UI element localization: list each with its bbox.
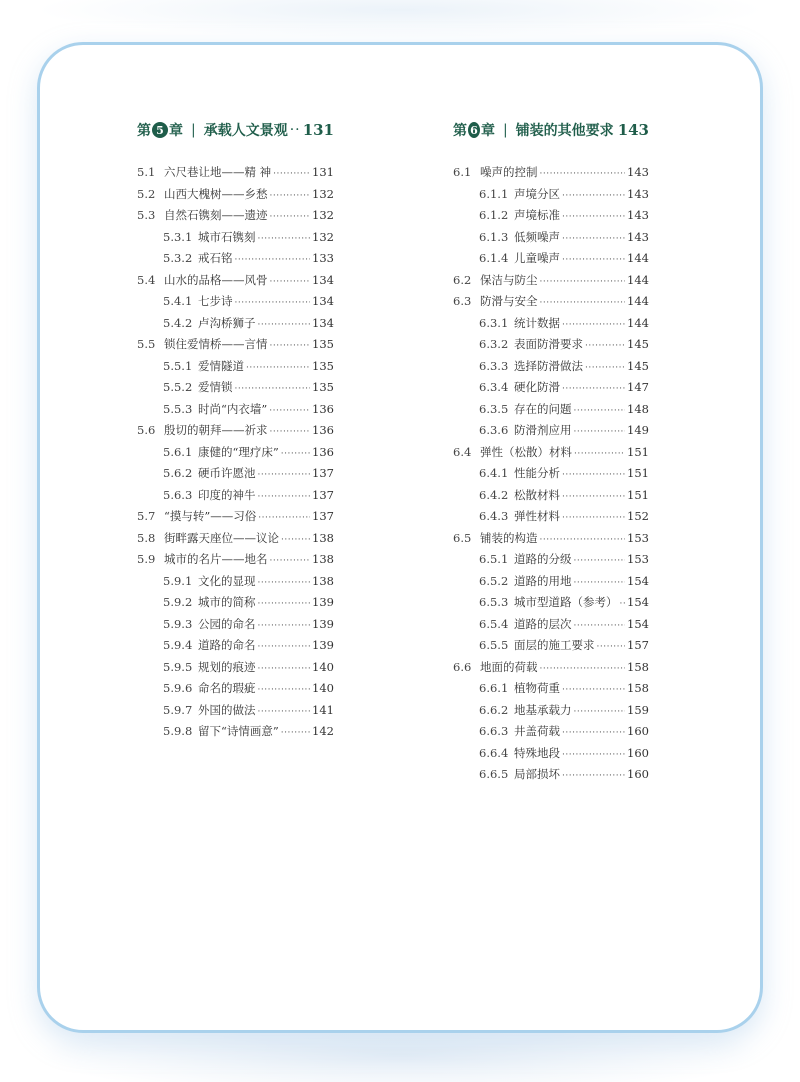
dot-leader — [620, 594, 626, 616]
toc-subsection-entry[interactable] — [163, 721, 334, 743]
section-number: 5.9.2 — [163, 595, 193, 609]
page-number: 154 — [627, 595, 649, 609]
toc-subsection-entry[interactable] — [163, 377, 334, 399]
section-number: 5.3.2 — [163, 251, 193, 265]
section-number: 5.6.2 — [163, 466, 193, 480]
section-number: 6.5.4 — [479, 616, 509, 631]
page-number: 148 — [627, 401, 649, 416]
page-number: 139 — [312, 638, 334, 652]
section-number: 5.9.1 — [163, 573, 193, 588]
toc-section-entry[interactable] — [137, 270, 334, 292]
toc-subsection-entry[interactable] — [163, 700, 334, 722]
toc-section-entry[interactable] — [137, 205, 334, 227]
section-number: 5.3 — [137, 208, 156, 222]
section-title: 声境标准 — [514, 208, 560, 222]
toc-subsection-entry[interactable] — [163, 442, 334, 464]
toc-section-entry[interactable] — [137, 334, 334, 356]
section-number: 6.3.4 — [479, 380, 509, 394]
section-number: 6.1.2 — [479, 208, 509, 222]
section-number: 5.4.1 — [163, 294, 193, 308]
section-title: 表面防滑要求 — [514, 337, 583, 351]
section-number: 6.6.5 — [479, 767, 509, 781]
section-number: 5.4 — [137, 272, 156, 287]
section-title: 六尺巷让地——精 神 — [164, 165, 272, 179]
section-number: 5.6.3 — [163, 487, 193, 502]
dot-leader — [258, 702, 311, 724]
toc-subsection-entry[interactable] — [479, 721, 649, 743]
section-title: 植物荷重 — [514, 681, 560, 695]
section-number: 6.4 — [453, 444, 472, 459]
dot-leader — [290, 122, 301, 138]
section-title: 街畔露天座位——议论 — [164, 530, 279, 545]
toc-subsection-entry[interactable] — [479, 420, 649, 442]
page-number: 135 — [312, 337, 334, 351]
toc-subsection-entry[interactable] — [479, 399, 649, 421]
section-title: 保洁与防尘 — [480, 272, 538, 287]
dot-leader — [574, 573, 626, 595]
page-number: 143 — [627, 186, 649, 201]
page-number: 138 — [312, 530, 334, 545]
page-number: 154 — [627, 573, 649, 588]
page-number: 134 — [312, 272, 334, 287]
section-title: 低频噪声 — [514, 229, 560, 244]
section-number: 5.9.5 — [163, 659, 193, 674]
page-number: 139 — [312, 616, 334, 631]
chapter-title: 铺装的其他要求 — [515, 123, 614, 139]
section-title: 统计数据 — [514, 315, 560, 330]
section-title: 文化的显现 — [198, 573, 256, 588]
section-title: 弹性材料 — [514, 509, 560, 523]
section-number: 5.3.1 — [163, 229, 193, 244]
section-number: 5.7 — [137, 509, 156, 523]
page-number: 136 — [312, 401, 334, 416]
section-number: 6.3.5 — [479, 401, 509, 416]
page-number: 143 — [627, 229, 649, 244]
page-number: 160 — [627, 745, 649, 760]
section-title: 留下“诗情画意” — [198, 724, 279, 738]
page-number: 151 — [627, 487, 649, 502]
dot-leader — [585, 336, 625, 358]
toc-subsection-entry[interactable] — [479, 356, 649, 378]
toc-section-entry[interactable] — [453, 442, 649, 464]
page-number: 143 — [627, 165, 649, 179]
page-number: 135 — [312, 358, 334, 373]
dot-leader — [258, 465, 311, 487]
toc-section-entry[interactable] — [137, 549, 334, 571]
toc-subsection-entry[interactable] — [163, 399, 334, 421]
section-number: 6.1.1 — [479, 186, 509, 201]
toc-subsection-entry[interactable] — [163, 678, 334, 700]
section-number: 5.2 — [137, 186, 156, 201]
section-title: 印度的神牛 — [198, 487, 256, 502]
section-title: 殷切的朝拜——祈求 — [164, 423, 268, 437]
dot-leader — [258, 487, 311, 509]
dot-leader — [540, 659, 626, 681]
section-title: 戒石铭 — [198, 251, 233, 265]
chapter-separator: | — [502, 122, 508, 138]
toc-subsection-entry[interactable] — [479, 313, 649, 335]
chapter-number-badge: 5 — [152, 122, 168, 138]
page-number: 142 — [312, 724, 334, 738]
dot-leader — [269, 401, 310, 423]
section-title: 爱情锁 — [198, 380, 233, 394]
section-title: 性能分析 — [514, 466, 560, 480]
section-number: 5.1 — [137, 165, 156, 179]
section-number: 6.4.2 — [479, 487, 509, 502]
page-number: 151 — [627, 466, 649, 480]
section-title: 道路的命名 — [198, 638, 256, 652]
section-title: 铺装的构造 — [480, 530, 538, 545]
section-number: 6.1.4 — [479, 251, 509, 265]
section-title: 局部损坏 — [514, 767, 560, 781]
toc-subsection-entry[interactable] — [479, 205, 649, 227]
page-number: 160 — [627, 767, 649, 781]
section-title: 道路的分级 — [514, 552, 572, 566]
dot-leader — [258, 573, 311, 595]
dot-leader — [270, 336, 311, 358]
page-number: 159 — [627, 702, 649, 717]
dot-leader — [574, 444, 625, 466]
section-title: 命名的瑕疵 — [198, 681, 256, 695]
section-title: 山西大槐树——乡愁 — [164, 186, 268, 201]
dot-leader — [562, 745, 625, 767]
section-title: 卢沟桥狮子 — [198, 315, 256, 330]
toc-subsection-entry[interactable] — [479, 700, 649, 722]
toc-section-entry[interactable] — [453, 162, 649, 184]
dot-leader — [585, 358, 625, 380]
dot-leader — [258, 659, 311, 681]
page-number: 132 — [312, 208, 334, 222]
page-number: 157 — [627, 638, 649, 652]
toc-section-entry[interactable] — [453, 270, 649, 292]
dot-leader — [562, 186, 625, 208]
page-number: 133 — [312, 251, 334, 265]
page-number: 145 — [627, 337, 649, 351]
toc-section-entry[interactable] — [453, 291, 649, 313]
section-number: 6.3.1 — [479, 315, 509, 330]
toc-subsection-entry[interactable] — [479, 227, 649, 249]
dot-leader — [574, 702, 626, 724]
page-number: 158 — [627, 681, 649, 695]
page-number: 138 — [312, 552, 334, 566]
dot-leader — [562, 680, 625, 702]
section-title: 硬币许愿池 — [198, 466, 256, 480]
toc-column-chapter-6 — [453, 116, 649, 786]
section-title: 康健的“理疗床” — [198, 444, 279, 459]
page-number: 147 — [627, 380, 649, 394]
section-title: 七步诗 — [198, 294, 233, 308]
dot-leader — [574, 616, 626, 638]
page-number: 144 — [627, 272, 649, 287]
toc-subsection-entry[interactable] — [163, 571, 334, 593]
page-number: 138 — [312, 573, 334, 588]
page-number: 151 — [627, 444, 649, 459]
toc-entry-list — [453, 162, 649, 786]
toc-subsection-entry[interactable] — [479, 635, 649, 657]
section-number: 6.1 — [453, 165, 472, 179]
section-title: 爱情隧道 — [198, 358, 244, 373]
dot-leader — [562, 229, 625, 251]
dot-leader — [270, 207, 311, 229]
toc-entry-list — [137, 162, 334, 743]
page-number: 149 — [627, 423, 649, 437]
section-number: 6.4.3 — [479, 509, 509, 523]
page-number: 136 — [312, 444, 334, 459]
dot-leader — [562, 508, 625, 530]
section-title: 松散材料 — [514, 487, 560, 502]
chapter-suffix: 章 — [169, 123, 183, 139]
section-title: 特殊地段 — [514, 745, 560, 760]
toc-subsection-entry[interactable] — [479, 184, 649, 206]
page-number: 131 — [312, 165, 334, 179]
page-number: 158 — [627, 659, 649, 674]
section-number: 5.9.3 — [163, 616, 193, 631]
section-number: 6.2 — [453, 272, 472, 287]
page-number: 143 — [627, 208, 649, 222]
dot-leader — [562, 487, 625, 509]
page-number: 144 — [627, 251, 649, 265]
page-number: 145 — [627, 358, 649, 373]
toc-subsection-entry[interactable] — [479, 614, 649, 636]
chapter-page: 131 — [302, 121, 334, 139]
section-number: 5.6 — [137, 423, 156, 437]
section-number: 5.9.7 — [163, 702, 193, 717]
section-title: 选择防滑做法 — [514, 358, 583, 373]
toc-subsection-entry[interactable] — [479, 248, 649, 270]
section-number: 6.6.3 — [479, 724, 509, 738]
page-number: 132 — [312, 186, 334, 201]
page-number: 144 — [627, 315, 649, 330]
page-number: 140 — [312, 659, 334, 674]
section-number: 5.8 — [137, 530, 156, 545]
dot-leader — [281, 444, 310, 466]
toc-subsection-entry[interactable] — [163, 614, 334, 636]
dot-leader — [562, 766, 625, 788]
toc-subsection-entry[interactable] — [163, 313, 334, 335]
dot-leader — [281, 723, 310, 745]
section-number: 5.9.4 — [163, 638, 193, 652]
page-number: 153 — [627, 552, 649, 566]
toc-subsection-entry[interactable] — [163, 657, 334, 679]
dot-leader — [281, 530, 310, 552]
toc-subsection-entry[interactable] — [479, 549, 649, 571]
page-number: 153 — [627, 530, 649, 545]
page-number: 141 — [312, 702, 334, 717]
dot-leader — [574, 551, 626, 573]
dot-leader — [540, 530, 626, 552]
section-title: 存在的问题 — [514, 401, 572, 416]
section-number: 6.6 — [453, 659, 472, 674]
section-number: 5.9.8 — [163, 724, 193, 738]
chapter-suffix: 章 — [480, 123, 495, 139]
section-title: 声境分区 — [514, 186, 560, 201]
section-title: 井盖荷载 — [514, 724, 560, 738]
dot-leader — [540, 293, 626, 315]
toc-section-entry[interactable] — [137, 506, 334, 528]
section-title: 城市型道路（参考） — [514, 595, 618, 609]
toc-section-entry[interactable] — [137, 184, 334, 206]
page-number: 160 — [627, 724, 649, 738]
section-title: 弹性（松散）材料 — [480, 444, 572, 459]
dot-leader — [574, 401, 626, 423]
chapter-prefix: 第 — [137, 123, 151, 139]
toc-column-chapter-5 — [137, 116, 334, 743]
toc-subsection-entry[interactable] — [479, 592, 649, 614]
section-title: 道路的用地 — [514, 573, 572, 588]
toc-subsection-entry[interactable] — [479, 334, 649, 356]
page-number: 137 — [312, 487, 334, 502]
section-title: 地基承载力 — [514, 702, 572, 717]
section-title: 城市的名片——地名 — [164, 552, 268, 566]
dot-leader — [258, 594, 311, 616]
toc-subsection-entry[interactable] — [163, 291, 334, 313]
dot-leader — [562, 465, 625, 487]
section-title: 儿童噪声 — [514, 251, 560, 265]
dot-leader — [562, 250, 625, 272]
section-number: 6.3.6 — [479, 423, 509, 437]
chapter-heading[interactable] — [453, 116, 649, 144]
toc-subsection-entry[interactable] — [479, 485, 649, 507]
section-title: 山水的品格——风骨 — [164, 272, 268, 287]
page-number: 137 — [312, 466, 334, 480]
section-number: 6.6.1 — [479, 681, 509, 695]
section-title: 面层的施工要求 — [514, 638, 595, 652]
dot-leader — [246, 358, 310, 380]
dot-leader — [270, 422, 311, 444]
section-number: 6.5 — [453, 530, 472, 545]
page-number: 136 — [312, 423, 334, 437]
dot-leader — [258, 616, 311, 638]
section-title: 公园的命名 — [198, 616, 256, 631]
section-number: 5.5.3 — [163, 401, 193, 416]
page-number: 134 — [312, 315, 334, 330]
chapter-prefix: 第 — [453, 123, 467, 139]
section-title: 时尚“内衣墙” — [198, 401, 268, 416]
page-number: 144 — [627, 294, 649, 308]
section-number: 6.3.3 — [479, 358, 509, 373]
section-number: 5.4.2 — [163, 315, 193, 330]
section-number: 6.5.1 — [479, 552, 509, 566]
dot-leader — [597, 637, 626, 659]
section-title: 地面的荷载 — [480, 659, 538, 674]
page-number: 154 — [627, 616, 649, 631]
section-title: 外国的做法 — [198, 702, 256, 717]
section-number: 6.5.2 — [479, 573, 509, 588]
toc-subsection-entry[interactable] — [479, 678, 649, 700]
toc-section-entry[interactable] — [453, 657, 649, 679]
toc-subsection-entry[interactable] — [163, 356, 334, 378]
section-title: “摸与转”——习俗 — [164, 509, 257, 523]
section-title: 城市的简称 — [198, 595, 256, 609]
page-number: 134 — [312, 294, 334, 308]
section-number: 6.6.4 — [479, 745, 509, 760]
toc-subsection-entry[interactable] — [163, 248, 334, 270]
page-number: 139 — [312, 595, 334, 609]
section-title: 道路的层次 — [514, 616, 572, 631]
section-number: 6.5.5 — [479, 638, 509, 652]
section-number: 6.5.3 — [479, 595, 509, 609]
toc-subsection-entry[interactable] — [479, 743, 649, 765]
section-title: 噪声的控制 — [480, 165, 538, 179]
section-number: 5.5 — [137, 337, 156, 351]
page-number: 137 — [312, 509, 334, 523]
toc-subsection-entry[interactable] — [163, 227, 334, 249]
toc-subsection-entry[interactable] — [479, 506, 649, 528]
toc-subsection-entry[interactable] — [163, 485, 334, 507]
dot-leader — [258, 315, 311, 337]
page-number: 132 — [312, 229, 334, 244]
toc-subsection-entry[interactable] — [479, 377, 649, 399]
dot-leader — [273, 164, 310, 186]
dot-leader — [562, 315, 625, 337]
dot-leader — [235, 250, 311, 272]
dot-leader — [540, 272, 626, 294]
dot-leader — [270, 551, 311, 573]
dot-leader — [258, 229, 311, 251]
dot-leader — [562, 207, 625, 229]
section-number: 6.3 — [453, 294, 472, 308]
dot-leader — [270, 186, 311, 208]
chapter-page: 143 — [617, 121, 649, 139]
section-title: 锁住爱情桥——言情 — [164, 337, 268, 351]
toc-subsection-entry[interactable] — [479, 463, 649, 485]
toc-subsection-entry[interactable] — [163, 635, 334, 657]
chapter-separator: | — [191, 122, 196, 138]
section-number: 5.5.1 — [163, 358, 193, 373]
section-title: 防滑与安全 — [480, 294, 538, 308]
page-number: 152 — [627, 509, 649, 523]
section-number: 6.1.3 — [479, 229, 509, 244]
section-number: 6.3.2 — [479, 337, 509, 351]
section-title: 硬化防滑 — [514, 380, 560, 394]
section-number: 6.4.1 — [479, 466, 509, 480]
toc-subsection-entry[interactable] — [163, 592, 334, 614]
section-title: 自然石镌刻——遗迹 — [164, 208, 268, 222]
section-number: 5.6.1 — [163, 444, 193, 459]
dot-leader — [235, 379, 311, 401]
section-number: 5.5.2 — [163, 380, 193, 394]
section-title: 防滑剂应用 — [514, 423, 572, 437]
toc-subsection-entry[interactable] — [479, 571, 649, 593]
chapter-title: 承载人文景观 — [203, 123, 288, 139]
chapter-heading[interactable] — [137, 116, 334, 144]
toc-section-entry[interactable] — [137, 162, 334, 184]
dot-leader — [235, 293, 311, 315]
section-number: 6.6.2 — [479, 702, 509, 717]
section-title: 城市石镌刻 — [198, 229, 256, 244]
page-number: 135 — [312, 380, 334, 394]
toc-section-entry[interactable] — [137, 420, 334, 442]
dot-leader — [258, 680, 311, 702]
toc-subsection-entry[interactable] — [479, 764, 649, 786]
dot-leader — [540, 164, 626, 186]
section-number: 5.9.6 — [163, 681, 193, 695]
chapter-number-badge: 6 — [468, 122, 480, 138]
toc-section-entry[interactable] — [137, 528, 334, 550]
dot-leader — [562, 379, 625, 401]
toc-subsection-entry[interactable] — [163, 463, 334, 485]
section-title: 规划的痕迹 — [198, 659, 256, 674]
dot-leader — [562, 723, 625, 745]
section-number: 5.9 — [137, 552, 156, 566]
dot-leader — [258, 637, 311, 659]
dot-leader — [574, 422, 626, 444]
page-number: 140 — [312, 681, 334, 695]
dot-leader — [258, 508, 310, 530]
toc-section-entry[interactable] — [453, 528, 649, 550]
dot-leader — [270, 272, 311, 294]
